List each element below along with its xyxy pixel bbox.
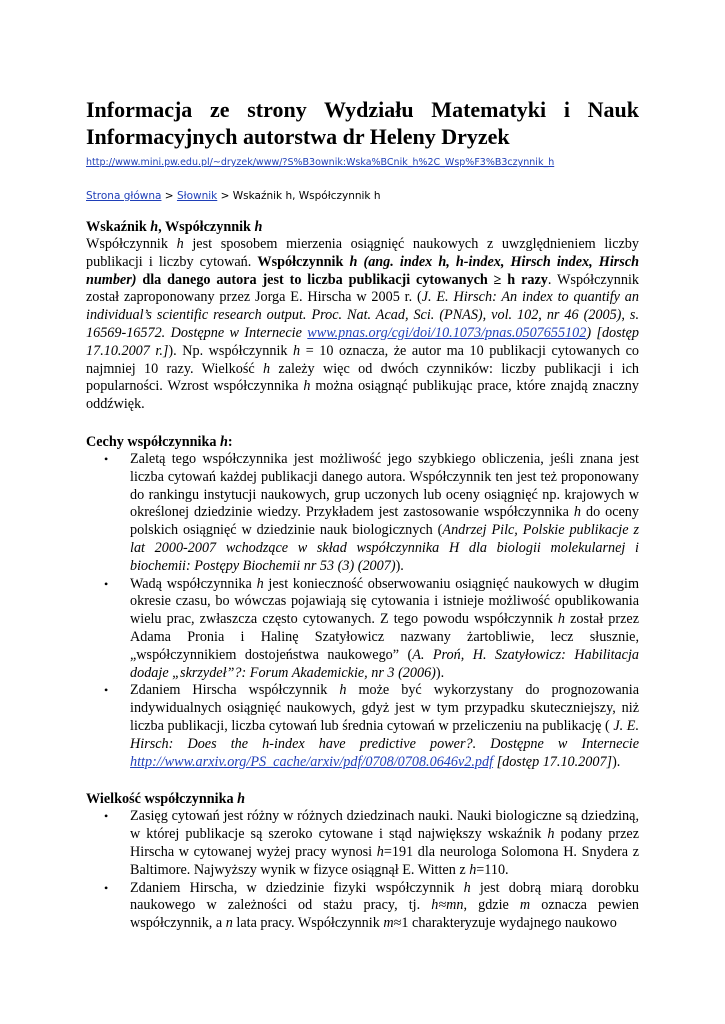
list-item: • Zdaniem Hirscha, w dziedzinie fizyki współczynnik h jest dobrą miarą dorobku naukowego w zależności od stażu pracy, tj. h≈mn, gdzie m oznacza pewien współczynnik, a n lata pracy. Współczynnik m≈1 charakteryzuje wydajnego naukowo: [104, 879, 639, 932]
features-list: [86, 451, 639, 771]
magnitude-list: [86, 808, 639, 933]
list-item: • Zasięg cytowań jest różny w różnych dziedzinach nauki. Nauki biologiczne są dziedziną, w której publikacje są szeroko cytowane i stąd największy wskaźnik h podany przez Hirscha w cytowanej wyżej pracy wynosi h=191 dla neurologa Solomona H. Snydera z Baltimore. Najwyższy wynik w fizyce osiągnął E. Witten z h=110.: [104, 808, 640, 878]
breadcrumb-separator: >: [161, 190, 177, 202]
arxiv-link[interactable]: http://www.arxiv.org/PS_cache/arxiv/pdf/0708/0708.0646v2.pdf: [130, 753, 494, 770]
breadcrumb: [86, 189, 639, 203]
pnas-link[interactable]: www.pnas.org/cgi/doi/10.1073/pnas.0507655102: [307, 324, 587, 341]
list-item: • Zdaniem Hirscha współczynnik h może być wykorzystany do prognozowania indywidualnych osiągnięć naukowych, gdyż jest w tym przypadku skuteczniejszy, niż liczba publikacji, liczba cytowań lub średnia cytowań w przeliczeniu na publikację ( J. E. Hirsch: Does the h-index have predictive power?. Dostępne w Internecie http://www.arxiv.org/PS_cache/arxiv/pdf/0708/0708.0646v2.pdf [dostęp 17.10.2007]).: [104, 682, 639, 770]
breadcrumb-current: Wskaźnik h, Współczynnik h: [232, 190, 381, 202]
section-heading-magnitude: Wielkość współczynnika h: [86, 791, 245, 808]
breadcrumb-separator: >: [217, 190, 233, 202]
breadcrumb-home-link[interactable]: Strona główna: [86, 190, 162, 202]
page-title: Informacja ze strony Wydziału Matematyki i Nauk Informacyjnych autorstwa dr Heleny Dryzek: [86, 97, 639, 149]
section-heading-features: Cechy współczynnika h:: [86, 433, 233, 450]
breadcrumb-dictionary-link[interactable]: Słownik: [176, 190, 218, 202]
document-page: [86, 96, 639, 933]
section-heading-definition: Wskaźnik h, Współczynnik h: [86, 219, 263, 235]
source-url-link[interactable]: http://www.mini.pw.edu.pl/~dryzek/www/?S%B3ownik:Wska%BCnik_h%2C_Wsp%F3%B3czynnik_h: [86, 157, 555, 168]
list-item: • Wadą współczynnika h jest konieczność obserwowaniu osiągnięć naukowych w długim okresie czasu, bo wówczas pojawiają się cytowania i istnieje możliwość opublikowania wielu prac, zwłaszcza często cytowanych. Z tego powodu współczynnik h został przez Adama Pronia i Halinę Szatyłowicz nazwany żartobliwie, lecz słusznie, „współczynnikiem dostojeństwa naukowego” (A. Proń, H. Szatyłowicz: Habilitacja dodaje „skrzydeł”?: Forum Akademickie, nr 3 (2006)).: [104, 575, 639, 681]
list-item: • Zaletą tego współczynnika jest możliwość jego szybkiego obliczenia, jeśli znana jest liczba cytowań każdej publikacji danego autora. Współczynnik ten jest też proponowany do rankingu instytucji naukowych, grup uczonych lub oceny osiągnięć np. krajowych w określonej dziedzinie wiedzy. Przykładem jest zastosowanie współczynnika h do oceny polskich osiągnięć w dziedzinie nauk biologicznych (Andrzej Pilc, Polskie publikacje z lat 2000-2007 wchodzące w skład współczynnika H dla biologii molekularnej i biochemii: Postępy Biochemii nr 53 (3) (2007)).: [104, 450, 639, 574]
definition-paragraph: Współczynnik h jest sposobem mierzenia osiągnięć naukowych z uwzględnieniem liczby publikacji i liczby cytowań. Współczynnik h (ang. index h, h-index, Hirsch index, Hirsch number) dla danego autora jest to liczba publikacji cytowanych ≥ h razy. Współczynnik został zaproponowany przez Jorga E. Hirscha w 2005 r. (J. E. Hirsch: An index to quantify an individual’s scientific research output. Proc. Nat. Acad, Sci. (PNAS), vol. 102, nr 46 (2005), s. 16569-16572. Dostępne w Internecie www.pnas.org/cgi/doi/10.1073/pnas.0507655102) [dostęp 17.10.2007 r.]). Np. współczynnik h = 10 oznacza, że autor ma 10 publikacji cytowanych co najmniej 10 razy. Wielkość h zależy więc od dwóch czynników: liczby publikacji i ich popularności. Wzrost współczynnika h można osiągnąć publikując prace, które znajdą znaczny oddźwięk.: [86, 236, 640, 413]
